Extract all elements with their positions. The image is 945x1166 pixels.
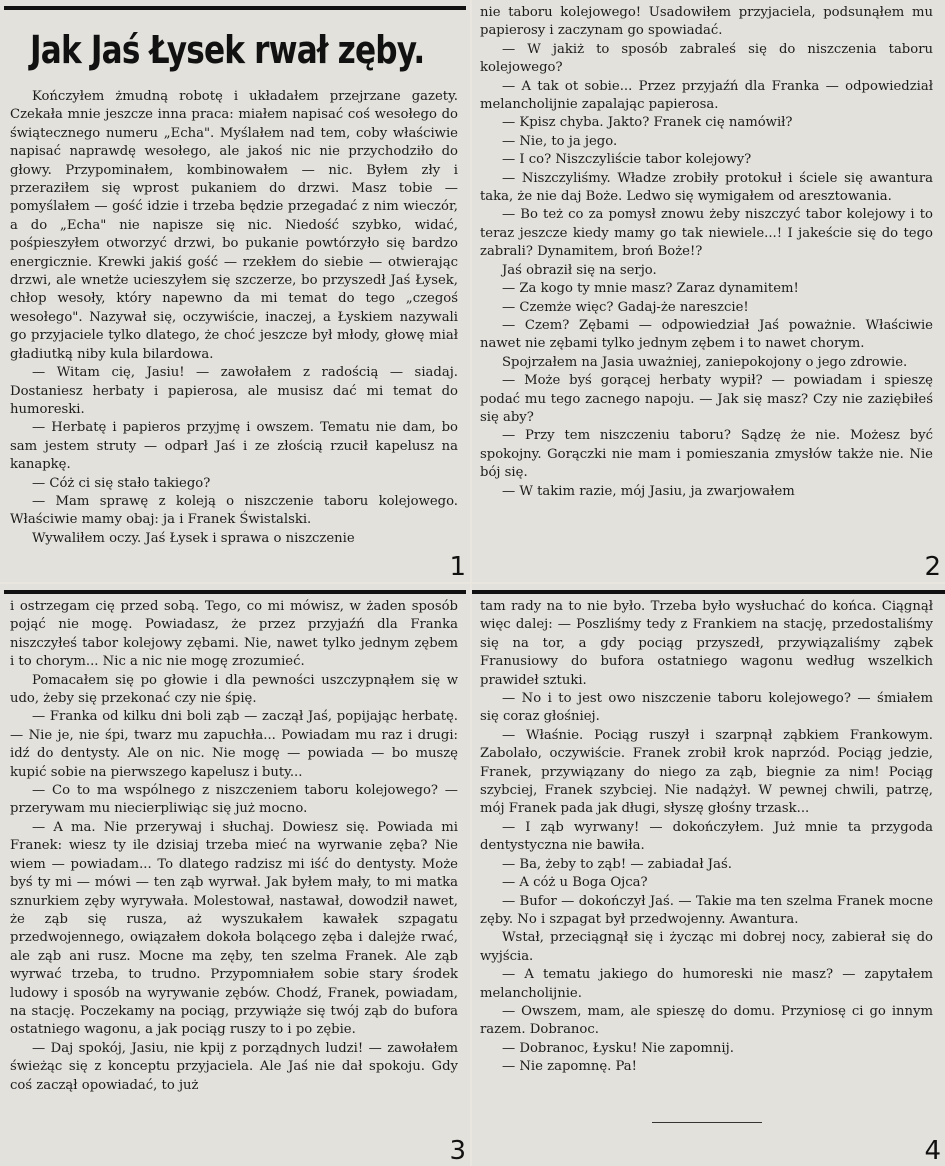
paragraph: — Bo też co za pomysł znowu żeby niszczyć tabor kolejowy i to teraz jeszcze kiedy mamy go tak niewiele...! I jakeście się do tego zabrali? Dynamitem, broń Boże!? (480, 207, 933, 260)
paragraph: — A ma. Nie przerywaj i słuchaj. Dowiesz się. Powiada mi Franek: wiesz ty ile dzisiaj trzeba mieć na wyrwanie zęba? Nie wiem — powiadam... To dlatego radzisz mi iść do dentysty. Może byś ty mi — mówi — ten ząb wyrwał. Jak byłem mały, to mi matka sznurkiem zęby wyrywała. Molestował, nastawał, dowodził nawet, że ząb się rusza, aż wyszukałem kawałek szpagatu przedwojennego, owiązałem dokoła bolącego zęba i dalejże rwać, ale ząb ani rusz. Mocne ma zęby, ten szelma Franek. Ale ząb wyrwać trzeba, to trudno. Przypomniałem sobie stary środek ludowy i sposób na wyrywanie zębów. Chodź, Franek, powiadam, na stację. Poczekamy na pociąg, przywiąże się twój ząb do bufora ostatniego wagonu, a jak pociąg ruszy to i po zębie. (10, 819, 458, 1038)
paragraph: Pomacałem się po głowie i dla pewności uszczypnąłem się w udo, żeby się przekonać czy nie śpię. (10, 672, 458, 707)
article-text (10, 88, 458, 548)
article-text (480, 4, 933, 501)
article-text (10, 598, 458, 1095)
paragraph: — A tak ot sobie... Przez przyjaźń dla Franka — odpowiedział melancholijnie zapalając papierosa. (480, 78, 933, 113)
paragraph: — Kpisz chyba. Jakto? Franek cię namówił? (502, 115, 793, 131)
paragraph: — Owszem, mam, ale spieszę do domu. Przyniosę ci go innym razem. Dobranoc. (480, 1003, 933, 1038)
paragraph: Wstał, przeciągnął się i życząc mi dobrej nocy, zabierał się do wyjścia. (480, 930, 933, 964)
paragraph: — A cóż u Boga Ojca? (502, 875, 648, 891)
paragraph: — Ba, żeby to ząb! — zabiadał Jaś. (502, 856, 732, 872)
article-panel-2 (472, 0, 945, 582)
paragraph: — Właśnie. Pociąg ruszył i szarpnął ząbkiem Frankowym. Zabolało, oczywiście. Franek zrobił krok naprzód. Pociąg jedzie, Franek, przywiązany do niego za ząb, biegnie za nim! Pociąg szybciej, Franek szybciej. Nie nadążył. W pewnej chwili, patrzę, mój Franek pada jak długi, słyszę głośny trzask... (480, 727, 933, 817)
paragraph: — Witam cię, Jasiu! — zawołałem z radością — siadaj. Dostaniesz herbaty i papierosa, ale musisz dać mi temat do humoreski. (10, 365, 458, 417)
paragraph: — Franka od kilku dni boli ząb — zaczął Jaś, popijając herbatę. — Nie je, nie śpi, twarz mu zapuchła... Powiadam mu raz i drugi: idź do dentysty. Ale on nic. Nie mogę — powiada — bo muszę kupić sobie na pierwszego kapelusz i buty... (10, 709, 458, 780)
paragraph: — Bufor — dokończył Jaś. — Takie ma ten szelma Franek mocne zęby. No i szpagat był przedwojenny. Awantura. (480, 893, 933, 927)
top-rule (4, 590, 466, 594)
paragraph: — Czemże więc? Gadaj-że nareszcie! (502, 299, 749, 315)
paragraph: — Herbatę i papieros przyjmę i owszem. Tematu nie dam, bo sam jestem struty — odparł Jaś i ze złością rzucił kapelusz na kanapkę. (10, 420, 458, 473)
paragraph: — Może byś gorącej herbaty wypił? — powiadam i spieszę podać mu tego zacnego napoju. — Jak się masz? Czy nie zaziębiłeś się aby? (480, 373, 933, 425)
paragraph: Spojrzałem na Jasia uważniej, zaniepokojony o jego zdrowie. (502, 354, 908, 370)
page-number: 1 (449, 552, 466, 582)
paragraph: — Przy tem niszczeniu taboru? Sądzę że nie. Możesz być spokojny. Gorączki nie mam i pomieszania zmysłów także nie. Nie bój się. (480, 428, 933, 481)
article-panel-4 (472, 584, 945, 1166)
paragraph: Kończyłem żmudną robotę i układałem przejrzane gazety. Czekała mnie jeszcze inna praca: miałem napisać coś wesołego do świątecznego numeru „Echa". Myślałem nad tem, coby właściwie napisać naprawdę wesołego, ale jakoś nic nie przychodziło do głowy. Przypominałem, kombinowałem — nic. Byłem zły i przeraziłem się wprost pukaniem do drzwi. Masz tobie — pomyślałem — gość idzie i trzeba będzie przegadać z nim wieczór, a do „Echa" nie napisze się nic. Niedość szybko, widać, pośpieszyłem otworzyć drzwi, bo pukanie powtórzyło się bardzo energicznie. Krewki jakiś gość — rzekłem do siebie — otwierając drzwi, ale wnetże ucieszyłem się szczerze, bo przyszedł Jaś Łysek, chłop wesoły, który napewno da mi temat do tego „czegoś wesołego". Nazywał się, oczywiście, inaczej, a Łyskiem nazywali go przyjaciele tylko dlatego, że choć jeszcze był młody, głowę miał gładiutką niby kula bilardowa. (10, 89, 458, 362)
paragraph: — Mam sprawę z koleją o niszczenie taboru kolejowego. Właściwie mamy obaj: ja i Franek Świstalski. (10, 493, 458, 528)
paragraph: — No i to jest owo niszczenie taboru kolejowego? — śmiałem się coraz głośniej. (480, 691, 933, 725)
paragraph: — Dobranoc, Łysku! Nie zapomnij. (502, 1040, 734, 1056)
article-panel-3 (0, 584, 470, 1166)
paragraph: — Co to ma wspólnego z niszczeniem taboru kolejowego? — przerywam mu niecierpliwiąc się już mocno. (10, 783, 458, 817)
paragraph: Jaś obraził się na serjo. (502, 262, 657, 278)
paragraph: — Daj spokój, Jasiu, nie kpij z porządnych ludzi! — zawołałem świeżąc się z konceptu przyjaciela. Ale Jaś nie dał spokoju. Gdy coś zaczął opowiadać, to już (10, 1040, 458, 1093)
paragraph: — Nie zapomnę. Pa! (502, 1059, 637, 1075)
article-panel-1 (0, 0, 470, 582)
paragraph: — W jakiż to sposób zabraleś się do niszczenia taboru kolejowego? (480, 41, 933, 76)
page-number: 3 (449, 1136, 466, 1166)
paragraph: nie taboru kolejowego! Usadowiłem przyjaciela, podsunąłem mu papierosy i zaczynam go spowiadać. (480, 5, 933, 39)
paragraph: i ostrzegam cię przed sobą. Tego, co mi mówisz, w żaden sposób pojąć nie mogę. Powiadasz, że przez przyjaźń dla Franka niszczyłeś tabor kolejowy zębami. Nie, nawet tylko jednym zębem i to chorym... Nic a nic nie mogę zrozumieć. (10, 599, 458, 670)
top-rule (4, 6, 466, 10)
end-rule (652, 1122, 762, 1123)
paragraph: — Nie, to ja jego. (502, 133, 618, 149)
paragraph: — Niszczyliśmy. Władze zrobiły protokuł i ściele się awantura taka, że nie daj Boże. Ledwo się wymigałem od aresztowania. (480, 170, 933, 205)
paragraph: tam rady na to nie było. Trzeba było wysłuchać do końca. Ciągnął więc dalej: — Poszliśmy tedy z Frankiem na stację, przedostaliśmy się na tor, a gdy pociąg przyszedł, przywiązaliśmy ząbek Franusiowy do bufora ostatniego wagonu według wszelkich prawideł sztuki. (480, 599, 933, 688)
paragraph: — I ząb wyrwany! — dokończyłem. Już mnie ta przygoda dentystyczna nie bawiła. (480, 819, 933, 854)
paragraph: — W takim razie, mój Jasiu, ja zwarjowałem (502, 483, 795, 499)
paragraph: — Za kogo ty mnie masz? Zaraz dynamitem! (502, 281, 799, 297)
top-rule (472, 590, 945, 594)
paragraph: — Cóż ci się stało takiego? (32, 475, 211, 491)
page-number: 2 (924, 552, 941, 582)
page-number: 4 (924, 1136, 941, 1166)
article-title: Jak Jaś Łysek rwał zęby. (30, 28, 425, 72)
paragraph: — A tematu jakiego do humoreski nie masz? — zapytałem melancholijnie. (480, 967, 933, 1001)
paragraph: — Czem? Zębami — odpowiedział Jaś poważnie. Właściwie nawet nie zębami tylko jednym zębem i to nawet chorym. (480, 317, 933, 352)
paragraph: Wywaliłem oczy. Jaś Łysek i sprawa o niszczenie (32, 530, 355, 546)
article-text (480, 598, 933, 1077)
paragraph: — I co? Niszczyliście tabor kolejowy? (502, 152, 752, 168)
